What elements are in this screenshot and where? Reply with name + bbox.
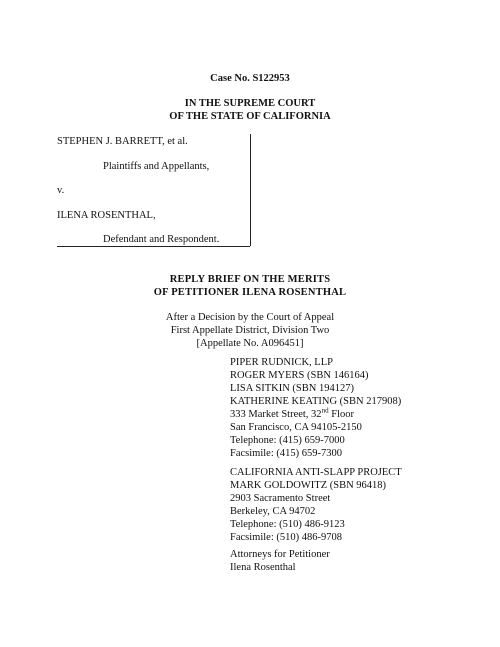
defendant-name: ILENA ROSENTHAL, xyxy=(57,210,156,221)
versus: v. xyxy=(57,185,65,196)
attorneys-for-line1: Attorneys for Petitioner xyxy=(230,549,330,560)
attorneys-for-line2: Ilena Rosenthal xyxy=(230,562,296,573)
firm1-attorney2: LISA SITKIN (SBN 194127) xyxy=(230,383,354,394)
firm1-attorney3: KATHERINE KEATING (SBN 217908) xyxy=(230,396,402,407)
firm1-name: PIPER RUDNICK, LLP xyxy=(230,357,333,368)
firm2-name: CALIFORNIA ANTI-SLAPP PROJECT xyxy=(230,467,402,478)
court-name-line1: IN THE SUPREME COURT xyxy=(184,98,316,109)
court-name-line2: OF THE STATE OF CALIFORNIA xyxy=(169,111,331,122)
firm1-telephone: Telephone: (415) 659-7000 xyxy=(230,435,345,446)
decision-line3: [Appellate No. A096451] xyxy=(196,338,304,349)
brief-title-line1: REPLY BRIEF ON THE MERITS xyxy=(169,274,331,285)
caption-bracket-vertical xyxy=(250,134,251,246)
brief-title-line2: OF PETITIONER ILENA ROSENTHAL xyxy=(153,287,347,298)
plaintiff-name: STEPHEN J. BARRETT, et al. xyxy=(57,136,188,147)
decision-line2: First Appellate District, Division Two xyxy=(170,325,330,336)
attorneys-for-block xyxy=(230,548,330,574)
firm2-address: 2903 Sacramento Street xyxy=(230,493,331,504)
counsel-block-2 xyxy=(230,466,402,544)
firm1-address-floor: Floor xyxy=(328,409,354,420)
decision-line1: After a Decision by the Court of Appeal xyxy=(165,312,335,323)
firm2-telephone: Telephone: (510) 486-9123 xyxy=(230,519,345,530)
firm1-facsimile: Facsimile: (415) 659-7300 xyxy=(230,448,342,459)
firm2-attorney1: MARK GOLDOWITZ (SBN 96418) xyxy=(230,480,387,491)
counsel-block-1 xyxy=(230,356,401,460)
firm1-address xyxy=(230,408,401,421)
case-number: Case No. S122953 xyxy=(210,73,290,84)
caption-bracket-horizontal xyxy=(57,246,250,247)
firm1-attorney1: ROGER MYERS (SBN 146164) xyxy=(230,370,369,381)
firm1-address-sup: nd xyxy=(321,406,329,415)
firm2-city: Berkeley, CA 94702 xyxy=(230,506,316,517)
firm1-address-text: 333 Market Street, 32 xyxy=(230,409,322,420)
plaintiff-role: Plaintiffs and Appellants, xyxy=(103,161,210,172)
firm2-facsimile: Facsimile: (510) 486-9708 xyxy=(230,532,342,543)
firm1-city: San Francisco, CA 94105-2150 xyxy=(230,422,362,433)
defendant-role: Defendant and Respondent. xyxy=(103,234,220,245)
